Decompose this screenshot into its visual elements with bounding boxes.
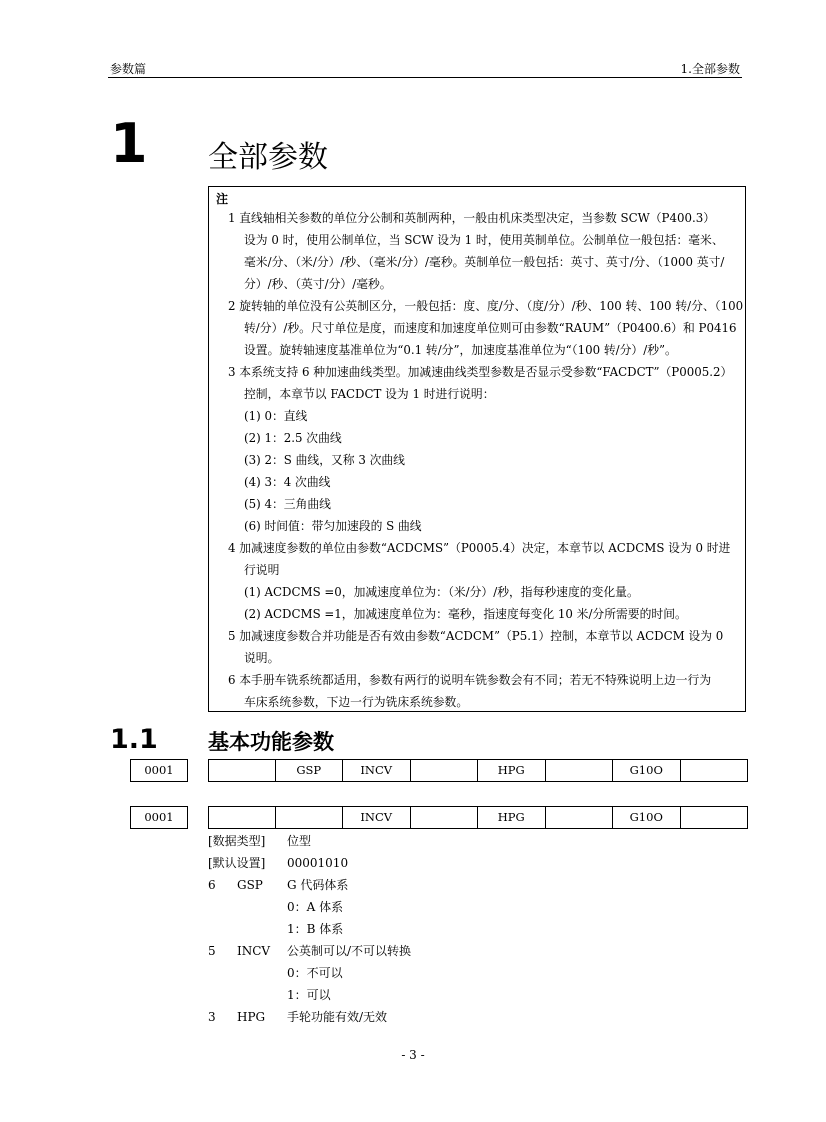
def-value: 位型 [287, 834, 312, 848]
def-value: 0：不可以 [287, 966, 343, 980]
page-number: - 3 - [401, 1048, 425, 1062]
note-line: 设置。旋转轴速度基准单位为“0.1 转/分”，加速度基准单位为“（100 转/分）/秒”。 [244, 343, 677, 357]
header-rule [108, 77, 742, 78]
section-title: 基本功能参数 [208, 729, 334, 754]
bit-cell-1: G10O [613, 759, 681, 782]
note-line: 3 本系统支持 6 种加速曲线类型。加减速曲线类型参数是否显示受参数“FACDCT”（P0005.2） [228, 365, 733, 379]
def-value: 1：可以 [287, 988, 331, 1002]
bit-cell-7 [208, 759, 276, 782]
section-number: 1.1 [110, 724, 158, 755]
bit-cell-4 [411, 759, 479, 782]
note-line: 控制，本章节以 FACDCT 设为 1 时进行说明： [244, 387, 495, 401]
bit-cell-5: INCV [343, 759, 411, 782]
note-line: (5) 4：三角曲线 [244, 497, 331, 511]
def-bit-number: 6 [208, 878, 216, 892]
bit-cell-1: G10O [613, 806, 681, 829]
def-value: 手轮功能有效/无效 [287, 1010, 388, 1024]
chapter-number: 1 [110, 112, 148, 175]
note-line: 5 加减速度参数合并功能是否有效由参数“ACDCM”（P5.1）控制，本章节以 ACDCM 设为 0 [228, 629, 724, 643]
def-bit-number: 5 [208, 944, 216, 958]
note-heading: 注 [216, 192, 229, 206]
header-right: 1.全部参数 [680, 62, 740, 76]
def-bit-number: 3 [208, 1010, 216, 1024]
note-line: 2 旋转轴的单位没有公英制区分，一般包括：度、度/分、（度/分）/秒、100 转、100 转/分、（100 [228, 299, 744, 313]
param-bit-row [208, 759, 748, 782]
note-line: 分）/秒、（英寸/分）/毫秒。 [244, 277, 392, 291]
def-label: [默认设置] [208, 856, 266, 870]
note-line: 转/分）/秒。尺寸单位是度，而速度和加速度单位则可由参数“RAUM”（P0400.6）和 P0416 [244, 321, 737, 335]
bit-cell-5: INCV [343, 806, 411, 829]
def-value: G 代码体系 [287, 878, 349, 892]
note-line: 行说明 [244, 563, 280, 577]
def-bit-name: HPG [237, 1010, 266, 1024]
bit-cell-2 [546, 759, 614, 782]
note-line: (1) ACDCMS =0，加减速度单位为：（米/分）/秒，指每秒速度的变化量。 [244, 585, 639, 599]
bit-cell-7 [208, 806, 276, 829]
note-line: (2) 1：2.5 次曲线 [244, 431, 342, 445]
bit-cell-3: HPG [478, 759, 546, 782]
note-line: 设为 0 时，使用公制单位，当 SCW 设为 1 时，使用英制单位。公制单位一般包括：毫米、 [244, 233, 724, 247]
note-line: (3) 2：S 曲线，又称 3 次曲线 [244, 453, 405, 467]
note-line: 1 直线轴相关参数的单位分公制和英制两种，一般由机床类型决定，当参数 SCW（P400.3） [228, 211, 716, 225]
def-value: 00001010 [287, 856, 349, 870]
def-bit-name: GSP [237, 878, 263, 892]
bit-cell-3: HPG [478, 806, 546, 829]
note-line: 毫米/分、（米/分）/秒、（毫米/分）/毫秒。英制单位一般包括：英寸、英寸/分、（1000 英寸/ [244, 255, 725, 269]
bit-cell-2 [546, 806, 614, 829]
note-line: 4 加减速度参数的单位由参数“ACDCMS”（P0005.4）决定，本章节以 ACDCMS 设为 0 时进 [228, 541, 731, 555]
param-id-cell: 0001 [130, 759, 188, 782]
def-value: 0：A 体系 [287, 900, 344, 914]
param-id-cell: 0001 [130, 806, 188, 829]
bit-cell-4 [411, 806, 479, 829]
note-line: 6 本手册车铣系统都适用，参数有两行的说明车铣参数会有不同；若无不特殊说明上边一行为 [228, 673, 712, 687]
bit-cell-6: GSP [276, 759, 344, 782]
bit-cell-6 [276, 806, 344, 829]
note-line: (6) 时间值：带匀加速段的 S 曲线 [244, 519, 422, 533]
bit-cell-0 [681, 759, 749, 782]
def-bit-name: INCV [237, 944, 271, 958]
header-left: 参数篇 [110, 62, 147, 76]
param-bit-row [208, 806, 748, 829]
bit-cell-0 [681, 806, 749, 829]
note-line: 车床系统参数，下边一行为铣床系统参数。 [244, 695, 469, 709]
chapter-title: 全部参数 [208, 140, 328, 175]
def-value: 公英制可以/不可以转换 [287, 944, 412, 958]
note-line: (2) ACDCMS =1，加减速度单位为：毫秒，指速度每变化 10 米/分所需要的时间。 [244, 607, 687, 621]
note-line: (1) 0：直线 [244, 409, 308, 423]
note-line: (4) 3：4 次曲线 [244, 475, 331, 489]
note-line: 说明。 [244, 651, 280, 665]
def-label: [数据类型] [208, 834, 266, 848]
def-value: 1：B 体系 [287, 922, 344, 936]
